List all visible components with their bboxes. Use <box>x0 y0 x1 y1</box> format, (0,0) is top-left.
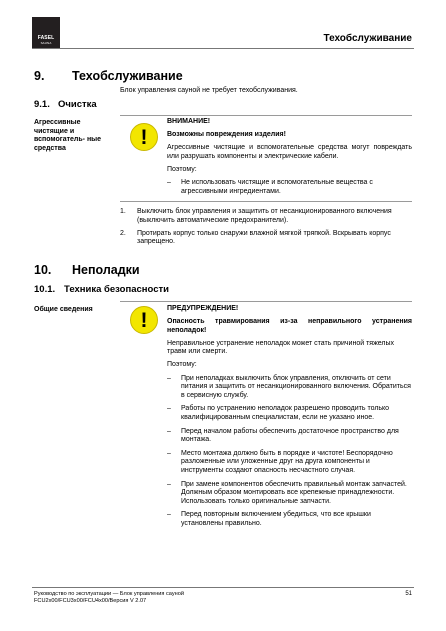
warning-list-item-text: Место монтажа должно быть в порядке и чистоте! Беспорядочно разложенные или уложенные друг на друга компоненты и инструменты создают опасность несчастного случая. <box>181 449 393 474</box>
warning-therefore: Поэтому: <box>167 361 197 369</box>
warning-list-item: – Перед началом работы обеспечить достаточное пространство для монтажа. <box>167 427 399 444</box>
warning-top-rule <box>120 115 412 116</box>
section-10-heading <box>34 263 140 277</box>
notice-list-item-text: Не использовать чистящие и вспомогательные вещества с агрессивными ингредиентами. <box>181 178 373 195</box>
notice-heading: ВНИМАНИЕ! <box>167 118 211 125</box>
cleaning-steps <box>120 208 412 251</box>
warning-list-item: – При замене компонентов обеспечить правильный монтаж запчастей. Должным образом монтировать все крепежные принадлежности. Использовать только оригинальные запчасти. <box>167 480 407 505</box>
warning-box-10-1 <box>167 305 412 533</box>
step-text: Протирать корпус только снаружи влажной мягкой тряпкой. Вскрывать корпус запрещено. <box>137 229 391 246</box>
warning-list-item: – Перед повторным включением убедиться, что все крышки установлены правильно. <box>167 511 371 527</box>
step-item <box>120 230 412 248</box>
notice-text: Агрессивные чистящие и вспомогательные средства могут повреждать или разрушать компоненты и электрические кабели. <box>167 144 412 160</box>
warning-list-item-text: Перед повторным включением убедиться, что все крышки установлены правильно. <box>181 511 371 527</box>
side-label-cleaning-agents: Агрессивные чистящие и вспомогатель- ные средства <box>34 119 102 152</box>
subsection-10-1-heading <box>34 284 169 295</box>
logo-text: FASEL <box>37 35 55 41</box>
warning-list-item-text: Работы по устранению неполадок разрешено проводить только квалифицированным специалистам, если не указано иное. <box>181 405 390 421</box>
subsection-number: 10.1. <box>34 284 56 295</box>
warning-subheading: Опасность травмирования из-за неправильного устранения неполадок! <box>167 318 412 334</box>
logo-subtext: SAUNA <box>40 41 52 45</box>
section-9-heading <box>34 69 183 83</box>
subsection-title: Техника безопасности <box>64 284 169 295</box>
notice-subheading: Возможны повреждения изделия! <box>167 131 286 139</box>
warning-list <box>167 375 412 529</box>
side-label-general: Общие сведения <box>34 306 93 313</box>
footer-text <box>34 591 184 605</box>
exclamation-warning-icon: ! <box>130 123 158 151</box>
notice-therefore: Поэтому: <box>167 165 197 173</box>
section-title: Техобслуживание <box>72 69 183 83</box>
warning-list-item-text: Перед началом работы обеспечить достаточное пространство для монтажа. <box>181 427 399 444</box>
notice-box-9-1 <box>167 118 412 201</box>
step-item <box>120 208 412 226</box>
warning-heading: ПРЕДУПРЕЖДЕНИЕ! <box>167 305 239 312</box>
section-9-intro: Блок управления сауной не требует техобслуживания. <box>120 87 298 94</box>
warning-top-rule <box>120 301 412 302</box>
subsection-9-1-heading <box>34 99 97 110</box>
section-number: 10. <box>34 263 52 277</box>
footer-divider <box>32 587 414 588</box>
running-header-title: Техобслуживание <box>323 33 412 44</box>
exclamation-warning-icon: ! <box>130 306 158 334</box>
step-text: Выключить блок управления и защитить от несанкционированного включения (выключить автоматические предохранители). <box>137 208 392 224</box>
notice-list-item: – Не использовать чистящие и вспомогательные вещества с агрессивными ингредиентами. <box>167 178 373 195</box>
warning-list-item-text: При неполадках выключить блок управления, отключить от сети питания и защитить от несанкционированного включения. Обратиться в сервисную службу. <box>181 374 411 399</box>
subsection-number: 9.1. <box>34 99 50 110</box>
warning-bottom-rule <box>120 201 412 202</box>
warning-list-item-text: При замене компонентов обеспечить правильный монтаж запчастей. Должным образом монтировать все крепежные принадлежности. Использовать только оригинальные запчасти. <box>181 480 407 505</box>
footer-line-1: Руководство по эксплуатации — Блок управления сауной <box>34 591 184 597</box>
subsection-title: Очистка <box>58 99 97 110</box>
section-number: 9. <box>34 69 45 83</box>
step-number: 2. <box>120 229 126 237</box>
warning-list-item: – При неполадках выключить блок управления, отключить от сети питания и защитить от несанкционированного включения. Обратиться в сервисную службу. <box>167 374 411 399</box>
fasel-logo <box>32 17 60 49</box>
footer-line-2: FCU2x00/FCU3x00/FCU4x00/Версия V 2.07 <box>34 598 147 604</box>
page-number: 51 <box>405 591 412 597</box>
warning-list-item: – Работы по устранению неполадок разрешено проводить только квалифицированным специалистам, если не указано иное. <box>167 405 390 421</box>
section-title: Неполадки <box>72 263 140 277</box>
warning-list-item: – Место монтажа должно быть в порядке и чистоте! Беспорядочно разложенные или уложенные друг на друга компоненты и инструменты создают опасность несчастного случая. <box>167 449 393 474</box>
header-divider <box>32 48 414 49</box>
step-number: 1. <box>120 208 126 215</box>
warning-text: Неправильное устранение неполадок может стать причиной тяжелых травм или смерти. <box>167 339 395 356</box>
